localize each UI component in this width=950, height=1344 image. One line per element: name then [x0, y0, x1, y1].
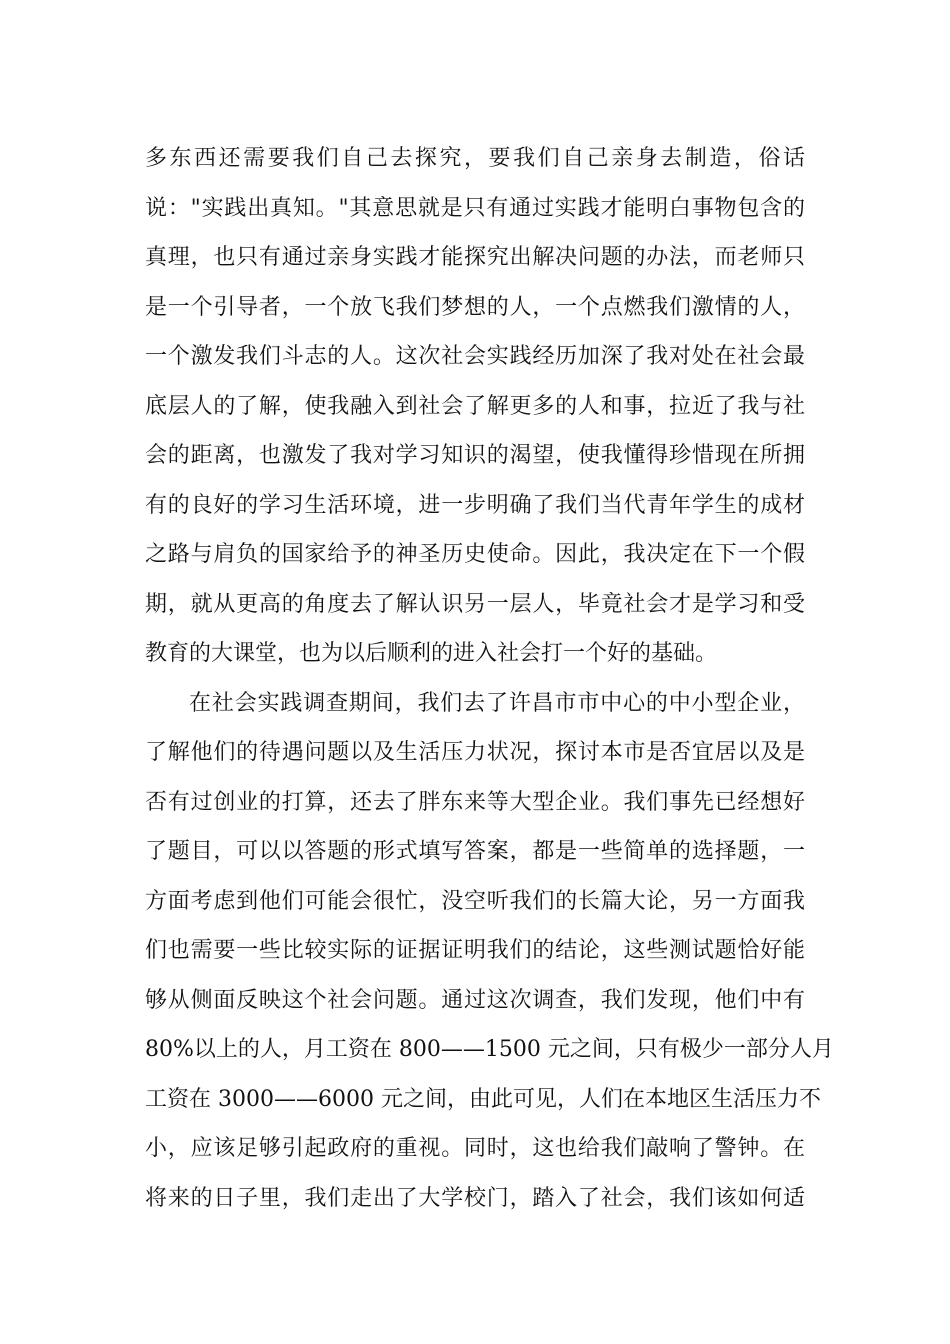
text-line: 将来的日子里，我们走出了大学校门，踏入了社会，我们该如何适: [145, 1185, 805, 1211]
body-text: [145, 134, 834, 1223]
text-line: 们也需要一些比较实际的证据证明我们的结论，这些测试题恰好能: [145, 938, 805, 963]
text-line: 真理，也只有通过亲身实践才能探究出解决问题的办法，而老师只: [145, 245, 805, 270]
text-line: 了题目，可以以答题的形式填写答案，都是一些简单的选择题，一: [145, 839, 805, 864]
text-line: 多东西还需要我们自己去探究，要我们自己亲身去制造，俗话: [145, 146, 805, 171]
text-line: 小，应该足够引起政府的重视。同时，这也给我们敲响了警钟。在: [145, 1136, 805, 1161]
text-line: 了解他们的待遇问题以及生活压力状况，探讨本市是否宜居以及是: [145, 740, 805, 765]
text-line: 够从侧面反映这个社会问题。通过这次调查，我们发现，他们中有: [145, 987, 805, 1013]
text-line: 期，就从更高的角度去了解认识另一层人，毕竟社会才是学习和受: [145, 591, 805, 617]
text-line: 底层人的了解，使我融入到社会了解更多的人和事，拉近了我与社: [145, 393, 805, 419]
text-line: 教育的大课堂，也为以后顺利的进入社会打一个好的基础。: [145, 641, 718, 666]
text-line: 在社会实践调查期间，我们去了许昌市市中心的中小型企业，: [189, 690, 805, 716]
text-line: 80%以上的人，月工资在 800——1500 元之间，只有极少一部分人月: [145, 1037, 834, 1062]
text-line: 方面考虑到他们可能会很忙，没空听我们的长篇大论，另一方面我: [145, 888, 805, 914]
text-line: 一个激发我们斗志的人。这次社会实践经历加深了我对处在社会最: [145, 344, 805, 369]
text-line: 工资在 3000——6000 元之间，由此可见，人们在本地区生活压力不: [145, 1086, 821, 1112]
text-line: 之路与肩负的国家给予的神圣历史使命。因此，我决定在下一个假: [145, 542, 805, 567]
text-line: 否有过创业的打算，还去了胖东来等大型企业。我们事先已经想好: [145, 789, 805, 815]
text-line: 是一个引导者，一个放飞我们梦想的人，一个点燃我们激情的人，: [145, 294, 805, 320]
text-line: 说："实践出真知。"其意思就是只有通过实践才能明白事物包含的: [145, 195, 805, 221]
text-line: 会的距离，也激发了我对学习知识的渴望，使我懂得珍惜现在所拥: [145, 443, 805, 468]
text-line: 有的良好的学习生活环境，进一步明确了我们当代青年学生的成材: [145, 492, 805, 518]
